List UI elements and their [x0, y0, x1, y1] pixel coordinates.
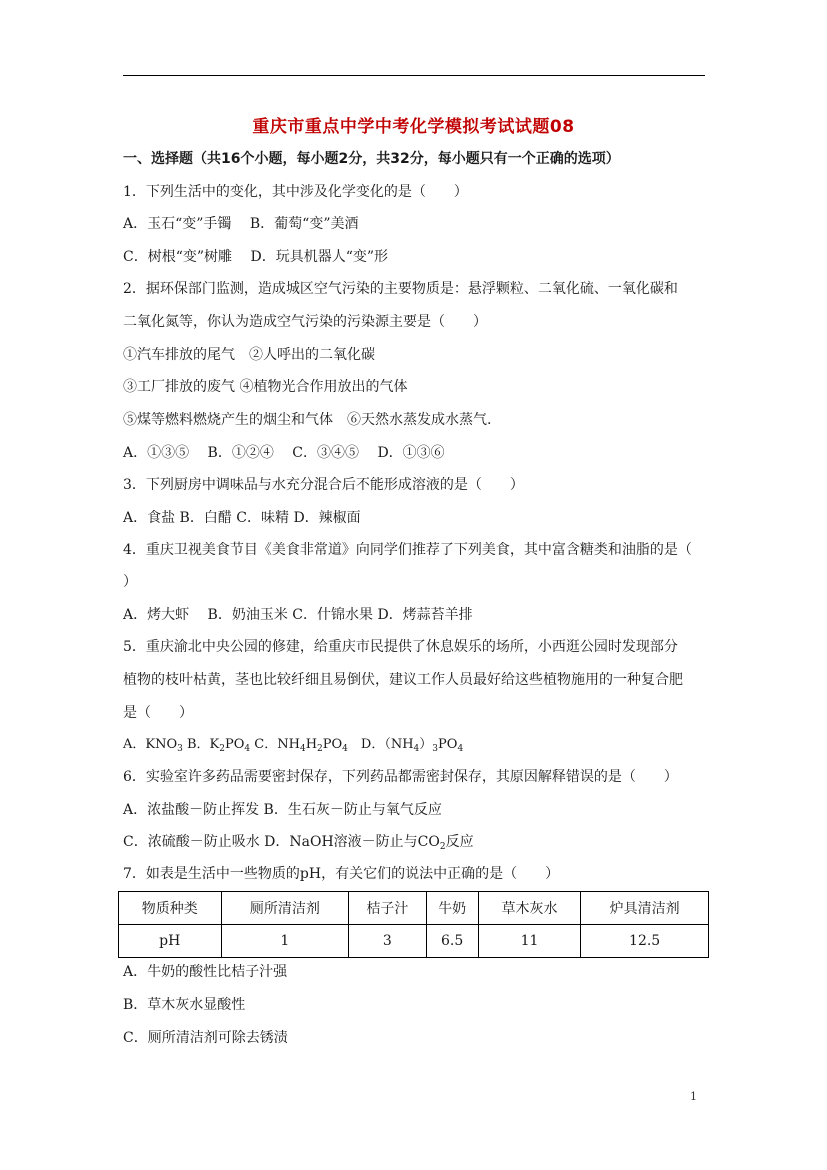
ph-table: [118, 891, 709, 958]
table-cell: 3: [349, 925, 426, 958]
q7-stem: 7．如表是生活中一些物质的pH，有关它们的说法中正确的是（ ）: [123, 866, 560, 882]
q4-options: A．烤大虾 B．奶油玉米 C．什锦水果 D．烤蒜苔羊排: [123, 607, 473, 623]
table-cell: 草木灰水: [478, 892, 581, 925]
q1-stem: 1．下列生活中的变化，其中涉及化学变化的是（ ）: [123, 184, 468, 200]
q6-options-ab: A．浓盐酸－防止挥发 B．生石灰－防止与氧气反应: [123, 802, 442, 818]
q7-option-a: A．牛奶的酸性比桔子汁强: [123, 964, 288, 980]
q2-options: A．①③⑤ B．①②④ C．③④⑤ D．①③⑥: [123, 445, 445, 461]
q4-stem-line1: 4．重庆卫视美食节目《美食非常道》向同学们推荐了下列美食，其中富含糖类和油脂的是（: [123, 542, 692, 558]
table-cell: 厕所清洁剂: [221, 892, 349, 925]
table-cell: 6.5: [426, 925, 478, 958]
q5-stem-line2: 植物的枝叶枯黄，茎也比较纤细且易倒伏，建议工作人员最好给这些植物施用的一种复合肥: [123, 672, 683, 688]
q7-option-c: C．厕所清洁剂可除去锈渍: [123, 1030, 288, 1046]
q5-stem-line1: 5．重庆渝北中央公园的修建，给重庆市民提供了休息娱乐的场所，小西逛公园时发现部分: [123, 639, 678, 655]
section-heading: 一、选择题（共16个小题，每小题2分，共32分，每小题只有一个正确的选项）: [123, 151, 620, 167]
q3-options: A．食盐 B．白醋 C．味精 D．辣椒面: [123, 510, 361, 526]
q6-options-cd: C．浓硫酸－防止吸水 D．NaOH溶液－防止与$CO_2$反应: [123, 834, 474, 852]
q1-options-ab: A．玉石“变”手镯 B．葡萄“变”美酒: [123, 216, 359, 232]
q7-option-b: B．草木灰水显酸性: [123, 997, 246, 1013]
table-cell: 11: [478, 925, 581, 958]
q1-options-cd: C．树根“变”树雕 D．玩具机器人“变”形: [123, 249, 389, 265]
q2-stem-line1: 2．据环保部门监测，造成城区空气污染的主要物质是：悬浮颗粒、二氧化硫、一氧化碳和: [123, 281, 678, 297]
ph-table-value-row: [119, 925, 709, 958]
ph-table-header-row: [119, 892, 709, 925]
table-cell: 炉具清洁剂: [581, 892, 709, 925]
q6-stem: 6．实验室许多药品需要密封保存，下列药品都需密封保存，其原因解释错误的是（ ）: [123, 769, 678, 785]
q2-items-3-4: ③工厂排放的废气 ④植物光合作用放出的气体: [123, 379, 408, 395]
q5-options: A．$KNO_3$ B．$K_2PO_4$ C．$NH_4H_2PO_4$ D．$(NH_4)_3PO_4$: [123, 737, 464, 754]
q2-stem-line2: 二氧化氮等，你认为造成空气污染的污染源主要是（ ）: [123, 314, 487, 330]
table-cell: 牛奶: [426, 892, 478, 925]
table-cell: 1: [221, 925, 349, 958]
table-cell: 12.5: [581, 925, 709, 958]
table-cell: pH: [119, 925, 222, 958]
q5-stem-line3: 是（ ）: [123, 705, 193, 721]
table-cell: 物质种类: [119, 892, 222, 925]
q3-stem: 3．下列厨房中调味品与水充分混合后不能形成溶液的是（ ）: [123, 477, 524, 493]
page-number: 1: [690, 1090, 697, 1103]
q2-items-1-2: ①汽车排放的尾气 ②人呼出的二氧化碳: [123, 347, 375, 363]
table-cell: 桔子汁: [349, 892, 426, 925]
q2-items-5-6: ⑤煤等燃料燃烧产生的烟尘和气体 ⑥天然水蒸发成水蒸气.: [123, 412, 492, 428]
q4-stem-line2: ）: [123, 574, 137, 590]
header-rule: [123, 75, 705, 76]
page-title: 重庆市重点中学中考化学模拟考试试题08: [252, 117, 575, 137]
